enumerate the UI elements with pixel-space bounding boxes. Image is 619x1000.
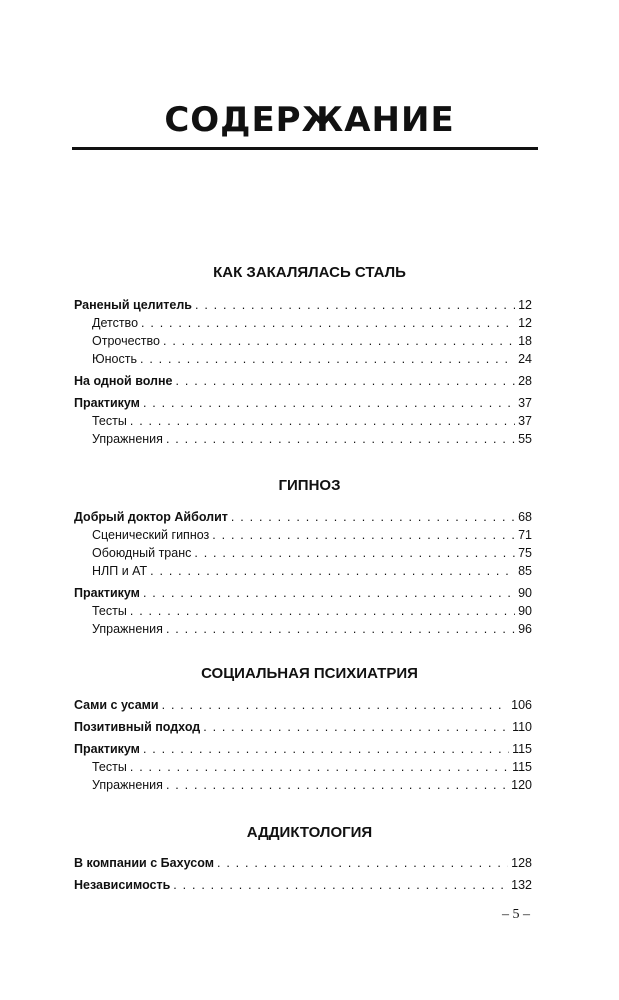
toc-list xyxy=(74,696,532,794)
dot-leader xyxy=(140,350,515,368)
toc-entry xyxy=(74,740,532,758)
toc-entry-title: Упражнения xyxy=(92,432,163,446)
dot-leader xyxy=(231,508,515,526)
toc-entry xyxy=(74,508,532,526)
toc-entry-page: 115 xyxy=(512,760,532,774)
toc-entry-title: Юность xyxy=(92,352,137,366)
title-rule xyxy=(72,147,538,150)
toc-entry-page: 106 xyxy=(511,698,532,712)
dot-leader xyxy=(195,296,515,314)
toc-entry-page: 71 xyxy=(518,528,532,542)
dot-leader xyxy=(162,696,509,714)
toc-entry-title: Тесты xyxy=(92,760,127,774)
dot-leader xyxy=(176,372,516,390)
dot-leader xyxy=(163,332,515,350)
toc-entry-page: 120 xyxy=(511,778,532,792)
toc-entry-title: Упражнения xyxy=(92,778,163,792)
toc-entry-page: 85 xyxy=(518,564,532,578)
toc-entry xyxy=(74,584,532,602)
dot-leader xyxy=(166,620,515,638)
section-heading: АДДИКТОЛОГИЯ xyxy=(246,824,373,841)
dot-leader xyxy=(217,854,508,872)
toc-entry-page: 96 xyxy=(518,622,532,636)
toc-entry xyxy=(74,526,532,544)
toc-entry xyxy=(74,854,532,872)
toc-entry-title: Практикум xyxy=(74,742,140,756)
toc-entry xyxy=(74,718,532,736)
toc-entry-page: 18 xyxy=(518,334,532,348)
toc-entry-page: 90 xyxy=(518,586,532,600)
toc-entry-title: Сценический гипноз xyxy=(92,528,210,542)
toc-entry-page: 90 xyxy=(518,604,532,618)
toc-entry-title: Отрочество xyxy=(92,334,160,348)
toc-entry-title: Обоюдный транс xyxy=(92,546,192,560)
toc-entry-title: Позитивный подход xyxy=(74,720,201,734)
dot-leader xyxy=(130,412,515,430)
dot-leader xyxy=(194,544,515,562)
toc-entry-title: На одной волне xyxy=(74,374,173,388)
toc-entry xyxy=(74,372,532,390)
toc-entry-title: Практикум xyxy=(74,396,140,410)
toc-entry-page: 115 xyxy=(512,742,532,756)
dot-leader xyxy=(143,740,509,758)
dot-leader xyxy=(166,776,508,794)
toc-entry-page: 110 xyxy=(512,720,532,734)
dot-leader xyxy=(173,876,508,894)
toc-entry xyxy=(74,296,532,314)
toc-entry xyxy=(74,430,532,448)
toc-entry-page: 37 xyxy=(518,414,532,428)
dot-leader xyxy=(130,602,515,620)
toc-entry xyxy=(74,562,532,580)
toc-entry-page: 132 xyxy=(511,878,532,892)
section-heading: ГИПНОЗ xyxy=(278,477,341,494)
dot-leader xyxy=(130,758,509,776)
toc-entry-title: Независимость xyxy=(74,878,171,892)
page-title: СОДЕРЖАНИЕ xyxy=(164,100,455,140)
toc-entry xyxy=(74,544,532,562)
toc-entry-title: НЛП и АТ xyxy=(92,564,148,578)
toc-entry-title: Практикум xyxy=(74,586,140,600)
toc-entry-page: 28 xyxy=(518,374,532,388)
toc-entry-title: Детство xyxy=(92,316,139,330)
toc-entry xyxy=(74,602,532,620)
toc-list xyxy=(74,508,532,638)
section-heading: КАК ЗАКАЛЯЛАСЬ СТАЛЬ xyxy=(213,264,406,281)
dot-leader xyxy=(141,314,515,332)
toc-entry-page: 128 xyxy=(511,856,532,870)
dot-leader xyxy=(143,394,515,412)
toc-entry-title: Добрый доктор Айболит xyxy=(74,510,228,524)
dot-leader xyxy=(203,718,509,736)
dot-leader xyxy=(143,584,515,602)
page-number: – 5 – xyxy=(502,907,530,922)
toc-entry xyxy=(74,620,532,638)
toc-entry xyxy=(74,394,532,412)
toc-entry xyxy=(74,412,532,430)
toc-entry-page: 37 xyxy=(518,396,532,410)
section-heading: СОЦИАЛЬНАЯ ПСИХИАТРИЯ xyxy=(201,665,418,682)
toc-entry xyxy=(74,758,532,776)
toc-entry-page: 12 xyxy=(518,316,532,330)
toc-entry-title: Сами с усами xyxy=(74,698,159,712)
toc-entry-page: 24 xyxy=(518,352,532,366)
toc-entry xyxy=(74,876,532,894)
toc-entry-title: Тесты xyxy=(92,604,127,618)
toc-entry xyxy=(74,776,532,794)
toc-entry xyxy=(74,350,532,368)
toc-entry xyxy=(74,696,532,714)
toc-entry xyxy=(74,332,532,350)
toc-entry-title: Упражнения xyxy=(92,622,163,636)
toc-entry-title: В компании с Бахусом xyxy=(74,856,214,870)
dot-leader xyxy=(150,562,515,580)
toc-entry-title: Раненый целитель xyxy=(74,298,192,312)
toc-list xyxy=(74,296,532,448)
toc-entry-page: 12 xyxy=(518,298,532,312)
toc-entry xyxy=(74,314,532,332)
toc-entry-page: 75 xyxy=(518,546,532,560)
toc-entry-title: Тесты xyxy=(92,414,127,428)
dot-leader xyxy=(212,526,515,544)
dot-leader xyxy=(166,430,515,448)
toc-entry-page: 68 xyxy=(518,510,532,524)
toc-list xyxy=(74,854,532,894)
toc-entry-page: 55 xyxy=(518,432,532,446)
